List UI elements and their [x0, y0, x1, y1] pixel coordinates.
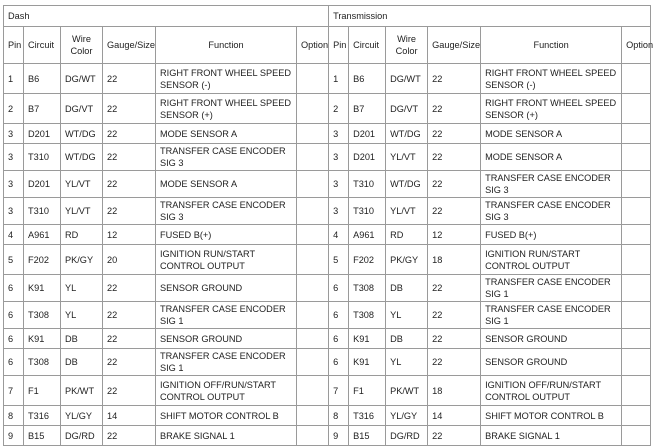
transmission-group-header: Transmission	[329, 6, 651, 27]
trans-circuit-cell: T316	[349, 406, 386, 426]
table-row	[4, 426, 651, 446]
dash-option-cell	[297, 349, 329, 376]
dash-option-cell	[297, 426, 329, 446]
trans-function-cell: TRANSFER CASE ENCODER SIG 1	[481, 302, 622, 329]
dash-function-cell: TRANSFER CASE ENCODER SIG 1	[156, 349, 297, 376]
dash-gauge-size-cell: 22	[103, 275, 156, 302]
dash-pin-cell: 8	[4, 406, 24, 426]
dash-wire-color-cell: PK/WT	[61, 376, 103, 406]
trans-pin-cell: 3	[329, 198, 349, 225]
trans-gauge-size-cell: 12	[428, 225, 481, 245]
dash-pin-cell: 3	[4, 124, 24, 144]
dash-circuit-cell: B7	[24, 94, 61, 124]
dash-option-cell	[297, 198, 329, 225]
trans-wire-color-cell: DB	[386, 329, 428, 349]
trans-option-cell	[622, 349, 651, 376]
dash-option-header: Option	[297, 27, 329, 64]
table-row	[4, 376, 651, 406]
dash-function-cell: SENSOR GROUND	[156, 329, 297, 349]
dash-gauge-size-cell: 20	[103, 245, 156, 275]
trans-circuit-cell: B6	[349, 64, 386, 94]
dash-option-cell	[297, 64, 329, 94]
dash-gauge-size-header: Gauge/Size	[103, 27, 156, 64]
trans-function-cell: FUSED B(+)	[481, 225, 622, 245]
dash-pin-cell: 2	[4, 94, 24, 124]
trans-gauge-size-header: Gauge/Size	[428, 27, 481, 64]
dash-gauge-size-cell: 22	[103, 64, 156, 94]
dash-function-cell: MODE SENSOR A	[156, 171, 297, 198]
dash-circuit-cell: T308	[24, 302, 61, 329]
trans-circuit-cell: F202	[349, 245, 386, 275]
connector-pinout-table	[3, 5, 651, 446]
dash-circuit-cell: D201	[24, 124, 61, 144]
trans-option-cell	[622, 376, 651, 406]
trans-wire-color-cell: DB	[386, 275, 428, 302]
dash-gauge-size-cell: 22	[103, 426, 156, 446]
trans-circuit-cell: A961	[349, 225, 386, 245]
dash-circuit-cell: K91	[24, 329, 61, 349]
table-row	[4, 171, 651, 198]
dash-function-cell: TRANSFER CASE ENCODER SIG 1	[156, 302, 297, 329]
table-row	[4, 245, 651, 275]
trans-wire-color-cell: DG/WT	[386, 64, 428, 94]
trans-pin-cell: 6	[329, 275, 349, 302]
dash-circuit-cell: B15	[24, 426, 61, 446]
dash-wire-color-cell: YL	[61, 275, 103, 302]
table-row	[4, 302, 651, 329]
dash-pin-cell: 6	[4, 302, 24, 329]
trans-option-cell	[622, 406, 651, 426]
dash-gauge-size-cell: 14	[103, 406, 156, 426]
trans-circuit-cell: B7	[349, 94, 386, 124]
dash-wire-color-cell: DB	[61, 329, 103, 349]
dash-option-cell	[297, 225, 329, 245]
dash-function-cell: MODE SENSOR A	[156, 124, 297, 144]
dash-function-cell: BRAKE SIGNAL 1	[156, 426, 297, 446]
trans-gauge-size-cell: 22	[428, 171, 481, 198]
dash-wire-color-cell: YL/GY	[61, 406, 103, 426]
dash-circuit-cell: K91	[24, 275, 61, 302]
trans-option-cell	[622, 426, 651, 446]
trans-option-cell	[622, 245, 651, 275]
trans-circuit-cell: T310	[349, 198, 386, 225]
trans-pin-cell: 9	[329, 426, 349, 446]
dash-option-cell	[297, 302, 329, 329]
dash-gauge-size-cell: 22	[103, 144, 156, 171]
table-row	[4, 64, 651, 94]
dash-wire-color-cell: YL	[61, 302, 103, 329]
dash-pin-cell: 6	[4, 275, 24, 302]
dash-pin-cell: 7	[4, 376, 24, 406]
table-row	[4, 349, 651, 376]
trans-wire-color-cell: PK/WT	[386, 376, 428, 406]
dash-function-cell: TRANSFER CASE ENCODER SIG 3	[156, 198, 297, 225]
trans-gauge-size-cell: 22	[428, 349, 481, 376]
dash-circuit-cell: T308	[24, 349, 61, 376]
trans-function-cell: IGNITION RUN/START CONTROL OUTPUT	[481, 245, 622, 275]
dash-wire-color-cell: DG/WT	[61, 64, 103, 94]
dash-function-header: Function	[156, 27, 297, 64]
trans-pin-cell: 7	[329, 376, 349, 406]
table-row	[4, 406, 651, 426]
trans-pin-cell: 6	[329, 302, 349, 329]
dash-function-cell: FUSED B(+)	[156, 225, 297, 245]
trans-option-cell	[622, 302, 651, 329]
trans-pin-cell: 5	[329, 245, 349, 275]
table-row	[4, 329, 651, 349]
dash-pin-cell: 6	[4, 349, 24, 376]
trans-wire-color-cell: YL	[386, 349, 428, 376]
trans-wire-color-cell: YL/GY	[386, 406, 428, 426]
dash-wire-color-cell: DB	[61, 349, 103, 376]
trans-pin-cell: 3	[329, 144, 349, 171]
dash-function-cell: IGNITION OFF/RUN/START CONTROL OUTPUT	[156, 376, 297, 406]
trans-wire-color-cell: WT/DG	[386, 124, 428, 144]
dash-circuit-cell: T316	[24, 406, 61, 426]
trans-function-cell: SHIFT MOTOR CONTROL B	[481, 406, 622, 426]
trans-circuit-cell: K91	[349, 349, 386, 376]
pinout-rows	[4, 64, 651, 446]
dash-wire-color-cell: WT/DG	[61, 124, 103, 144]
trans-circuit-cell: T308	[349, 302, 386, 329]
dash-group-header: Dash	[4, 6, 329, 27]
pinout-table-container	[3, 5, 651, 446]
trans-gauge-size-cell: 22	[428, 426, 481, 446]
trans-function-cell: BRAKE SIGNAL 1	[481, 426, 622, 446]
dash-function-cell: SHIFT MOTOR CONTROL B	[156, 406, 297, 426]
trans-circuit-cell: D201	[349, 144, 386, 171]
trans-option-cell	[622, 275, 651, 302]
dash-option-cell	[297, 144, 329, 171]
trans-function-cell: MODE SENSOR A	[481, 124, 622, 144]
dash-gauge-size-cell: 12	[103, 225, 156, 245]
trans-option-cell	[622, 225, 651, 245]
dash-option-cell	[297, 275, 329, 302]
trans-circuit-cell: T310	[349, 171, 386, 198]
trans-wire-color-cell: DG/RD	[386, 426, 428, 446]
trans-wire-color-cell: YL/VT	[386, 144, 428, 171]
trans-pin-cell: 2	[329, 94, 349, 124]
trans-circuit-cell: K91	[349, 329, 386, 349]
trans-wire-color-cell: DG/VT	[386, 94, 428, 124]
trans-function-cell: MODE SENSOR A	[481, 144, 622, 171]
dash-wire-color-cell: YL/VT	[61, 171, 103, 198]
dash-pin-header: Pin	[4, 27, 24, 64]
trans-circuit-header: Circuit	[349, 27, 386, 64]
dash-pin-cell: 1	[4, 64, 24, 94]
dash-gauge-size-cell: 22	[103, 171, 156, 198]
dash-circuit-cell: F1	[24, 376, 61, 406]
dash-circuit-cell: B6	[24, 64, 61, 94]
trans-function-cell: SENSOR GROUND	[481, 349, 622, 376]
trans-option-cell	[622, 198, 651, 225]
trans-gauge-size-cell: 18	[428, 376, 481, 406]
trans-gauge-size-cell: 22	[428, 302, 481, 329]
trans-pin-cell: 4	[329, 225, 349, 245]
trans-function-cell: RIGHT FRONT WHEEL SPEED SENSOR (+)	[481, 94, 622, 124]
dash-option-cell	[297, 376, 329, 406]
trans-gauge-size-cell: 22	[428, 144, 481, 171]
table-row	[4, 124, 651, 144]
dash-circuit-header: Circuit	[24, 27, 61, 64]
dash-circuit-cell: T310	[24, 198, 61, 225]
dash-gauge-size-cell: 22	[103, 329, 156, 349]
trans-circuit-cell: D201	[349, 124, 386, 144]
dash-option-cell	[297, 245, 329, 275]
trans-option-cell	[622, 329, 651, 349]
trans-function-header: Function	[481, 27, 622, 64]
trans-function-cell: SENSOR GROUND	[481, 329, 622, 349]
trans-pin-cell: 8	[329, 406, 349, 426]
dash-wire-color-cell: DG/VT	[61, 94, 103, 124]
trans-gauge-size-cell: 22	[428, 329, 481, 349]
trans-function-cell: TRANSFER CASE ENCODER SIG 3	[481, 171, 622, 198]
dash-pin-cell: 5	[4, 245, 24, 275]
trans-function-cell: TRANSFER CASE ENCODER SIG 3	[481, 198, 622, 225]
dash-gauge-size-cell: 22	[103, 94, 156, 124]
dash-gauge-size-cell: 22	[103, 349, 156, 376]
trans-wire-color-cell: RD	[386, 225, 428, 245]
trans-gauge-size-cell: 22	[428, 124, 481, 144]
table-row	[4, 275, 651, 302]
dash-pin-cell: 3	[4, 144, 24, 171]
trans-gauge-size-cell: 22	[428, 198, 481, 225]
dash-option-cell	[297, 94, 329, 124]
dash-function-cell: RIGHT FRONT WHEEL SPEED SENSOR (+)	[156, 94, 297, 124]
trans-option-cell	[622, 171, 651, 198]
trans-pin-cell: 3	[329, 171, 349, 198]
dash-wire-color-cell: WT/DG	[61, 144, 103, 171]
dash-pin-cell: 4	[4, 225, 24, 245]
trans-function-cell: RIGHT FRONT WHEEL SPEED SENSOR (-)	[481, 64, 622, 94]
dash-circuit-cell: T310	[24, 144, 61, 171]
dash-pin-cell: 3	[4, 171, 24, 198]
dash-function-cell: TRANSFER CASE ENCODER SIG 3	[156, 144, 297, 171]
trans-option-cell	[622, 94, 651, 124]
table-row	[4, 94, 651, 124]
trans-pin-cell: 3	[329, 124, 349, 144]
dash-function-cell: RIGHT FRONT WHEEL SPEED SENSOR (-)	[156, 64, 297, 94]
dash-wire-color-header: Wire Color	[61, 27, 103, 64]
dash-gauge-size-cell: 22	[103, 376, 156, 406]
table-row	[4, 144, 651, 171]
dash-wire-color-cell: PK/GY	[61, 245, 103, 275]
dash-gauge-size-cell: 22	[103, 198, 156, 225]
dash-option-cell	[297, 171, 329, 198]
dash-wire-color-cell: RD	[61, 225, 103, 245]
trans-circuit-cell: T308	[349, 275, 386, 302]
trans-function-cell: IGNITION OFF/RUN/START CONTROL OUTPUT	[481, 376, 622, 406]
trans-option-cell	[622, 64, 651, 94]
dash-option-cell	[297, 406, 329, 426]
dash-gauge-size-cell: 22	[103, 302, 156, 329]
dash-function-cell: IGNITION RUN/START CONTROL OUTPUT	[156, 245, 297, 275]
trans-circuit-cell: B15	[349, 426, 386, 446]
dash-circuit-cell: A961	[24, 225, 61, 245]
trans-gauge-size-cell: 14	[428, 406, 481, 426]
dash-option-cell	[297, 329, 329, 349]
trans-wire-color-cell: YL	[386, 302, 428, 329]
trans-option-header: Option	[622, 27, 651, 64]
dash-wire-color-cell: YL/VT	[61, 198, 103, 225]
table-row	[4, 225, 651, 245]
trans-function-cell: TRANSFER CASE ENCODER SIG 1	[481, 275, 622, 302]
trans-wire-color-cell: WT/DG	[386, 171, 428, 198]
trans-pin-header: Pin	[329, 27, 349, 64]
dash-wire-color-cell: DG/RD	[61, 426, 103, 446]
trans-pin-cell: 6	[329, 349, 349, 376]
trans-option-cell	[622, 144, 651, 171]
dash-pin-cell: 3	[4, 198, 24, 225]
dash-option-cell	[297, 124, 329, 144]
dash-pin-cell: 9	[4, 426, 24, 446]
trans-gauge-size-cell: 22	[428, 94, 481, 124]
dash-function-cell: SENSOR GROUND	[156, 275, 297, 302]
trans-gauge-size-cell: 22	[428, 275, 481, 302]
trans-pin-cell: 6	[329, 329, 349, 349]
trans-gauge-size-cell: 22	[428, 64, 481, 94]
trans-pin-cell: 1	[329, 64, 349, 94]
dash-circuit-cell: D201	[24, 171, 61, 198]
trans-gauge-size-cell: 18	[428, 245, 481, 275]
trans-option-cell	[622, 124, 651, 144]
dash-pin-cell: 6	[4, 329, 24, 349]
dash-circuit-cell: F202	[24, 245, 61, 275]
trans-wire-color-cell: PK/GY	[386, 245, 428, 275]
trans-wire-color-cell: YL/VT	[386, 198, 428, 225]
trans-circuit-cell: F1	[349, 376, 386, 406]
dash-gauge-size-cell: 22	[103, 124, 156, 144]
table-row	[4, 198, 651, 225]
trans-wire-color-header: Wire Color	[386, 27, 428, 64]
